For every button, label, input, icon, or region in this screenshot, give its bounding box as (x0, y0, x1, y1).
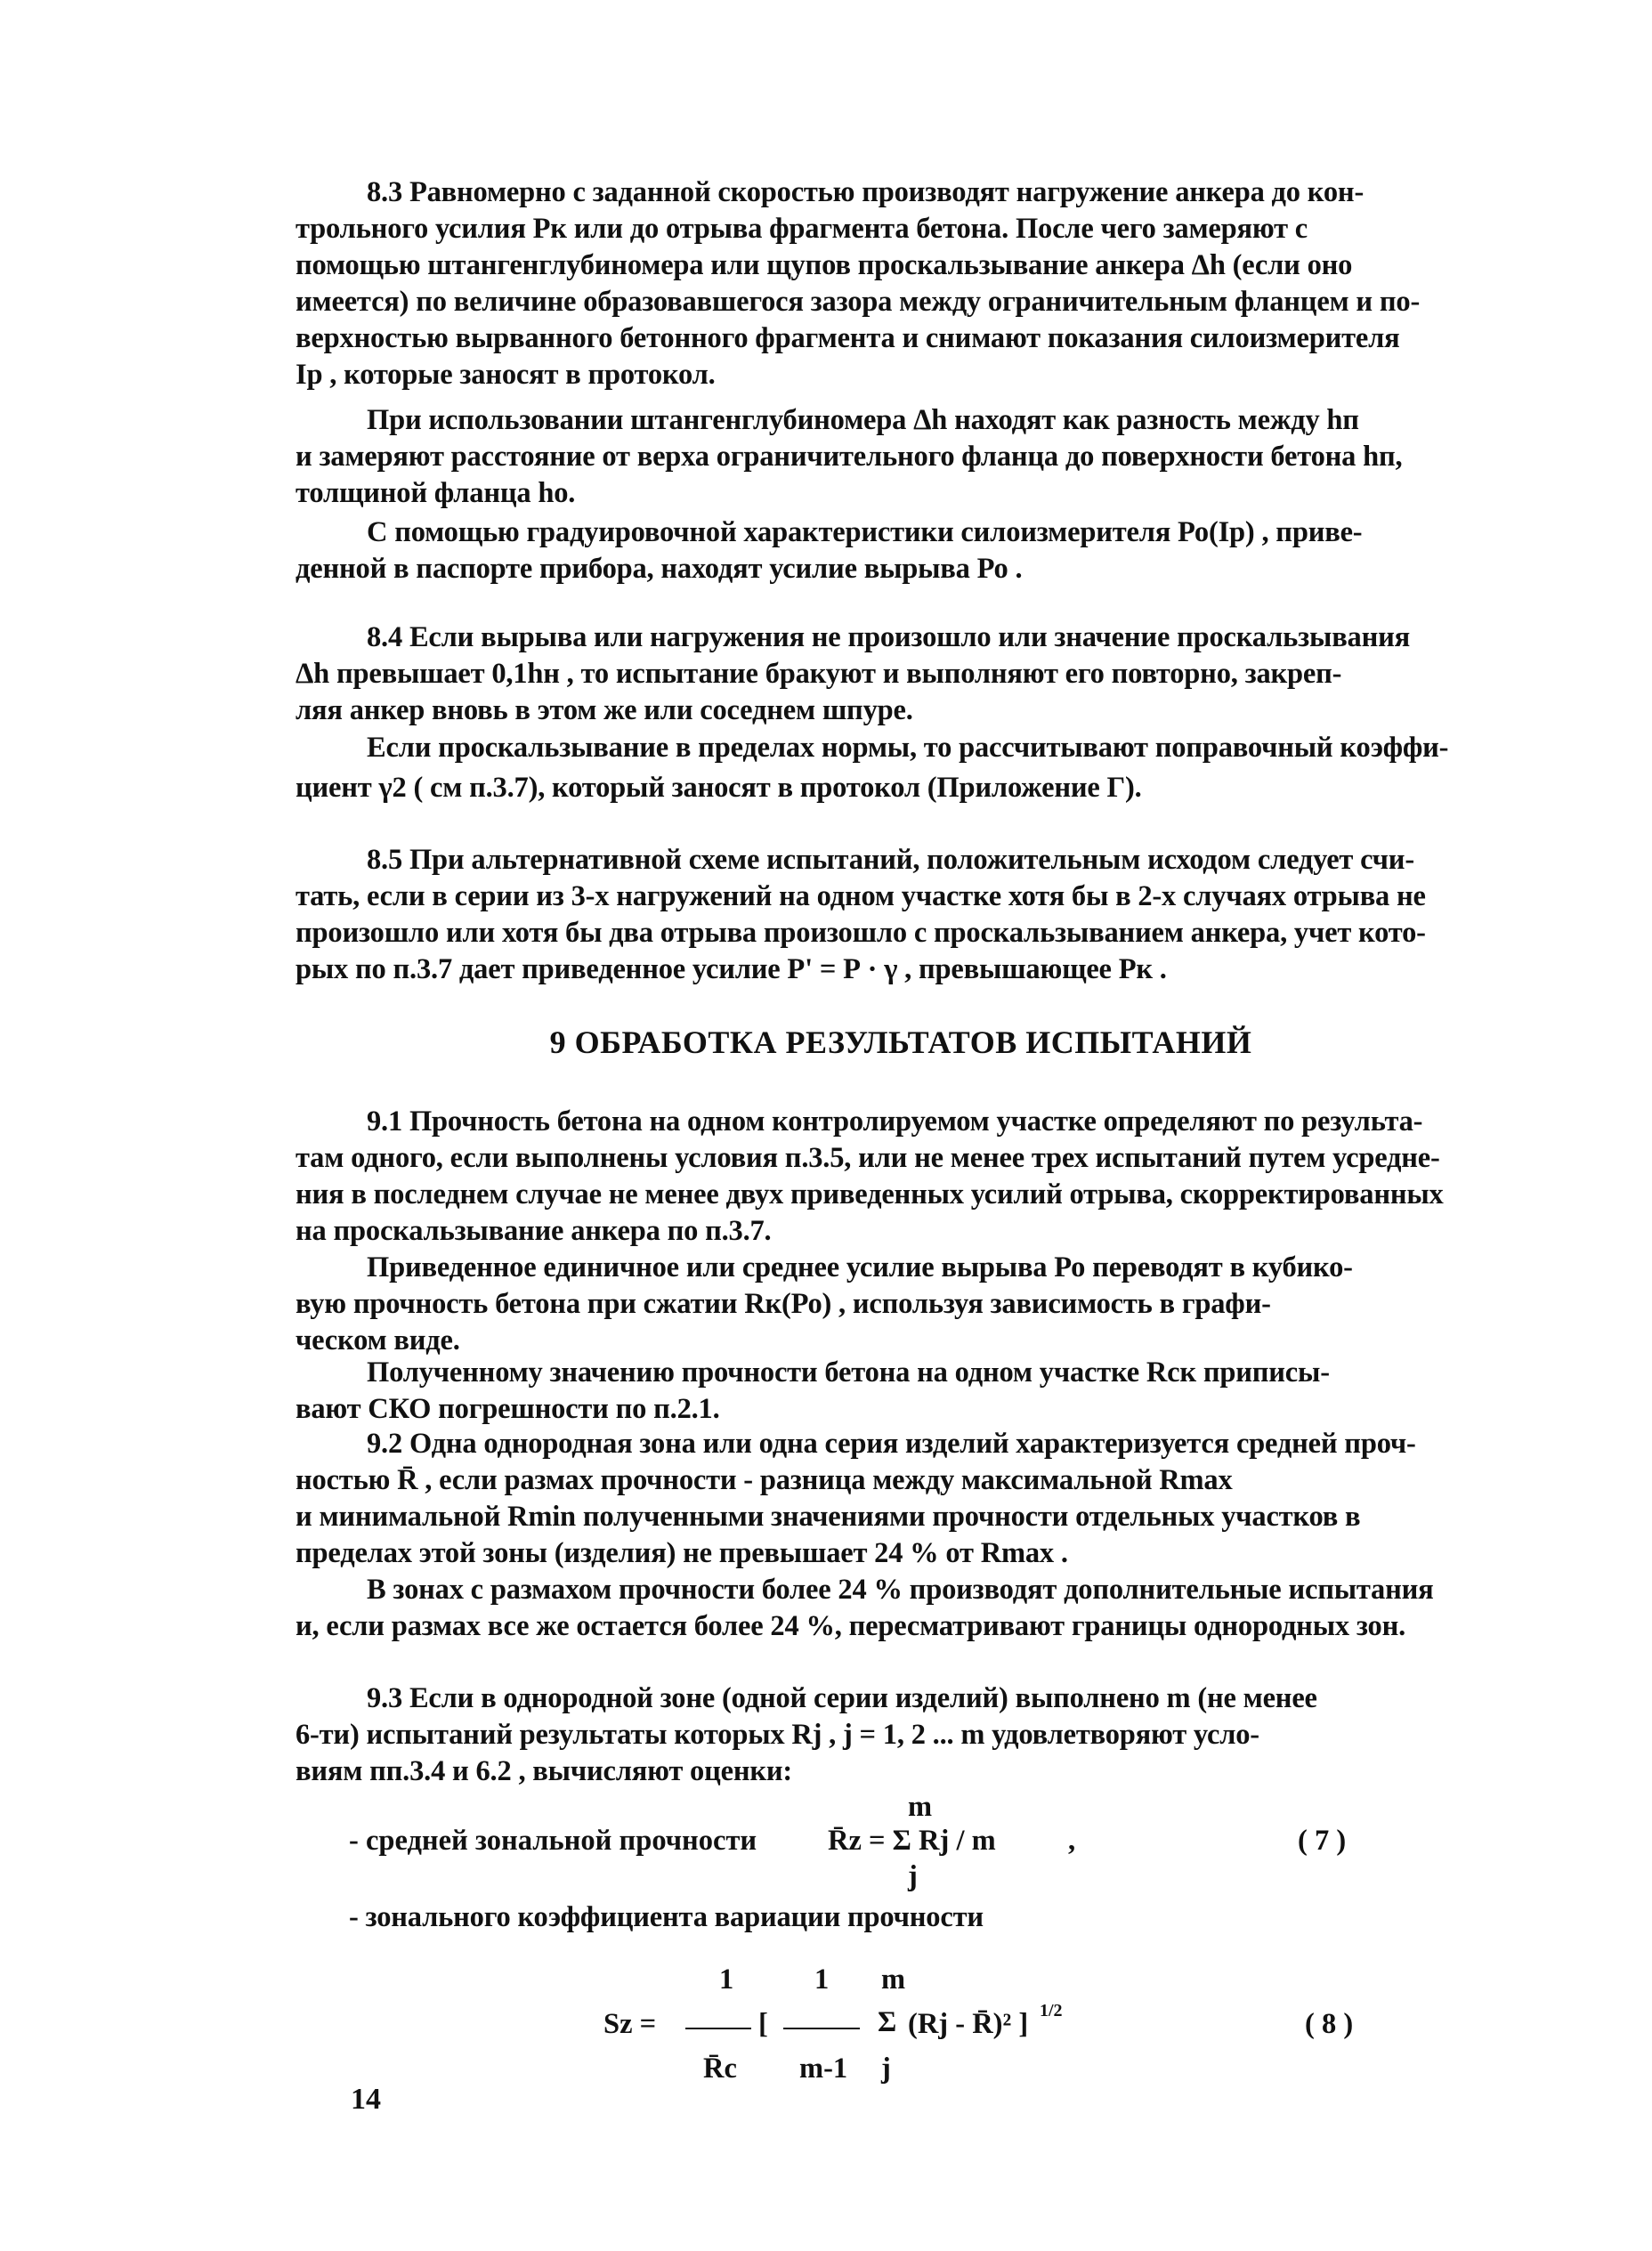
text-line: 9.1 Прочность бетона на одном контролируемом участке определяют по результа- (367, 1105, 1423, 1138)
formula-7-expression: R̄z = Σ Rj / m (828, 1825, 996, 1857)
formula-7-number: ( 7 ) (1298, 1825, 1347, 1857)
formula-8-num1: 1 (719, 1964, 734, 1996)
text-line: пределах этой зоны (изделия) не превышает 24 % от Rmax . (296, 1537, 1068, 1569)
text-line: Если проскальзывание в пределах нормы, то рассчитывают поправочный коэффи- (367, 732, 1449, 764)
text-line: - зонального коэффициента вариации прочности (349, 1901, 984, 1933)
formula-8-sum: Σ (878, 2006, 897, 2038)
formula-8-sum-top: m (881, 1964, 906, 1996)
formula-7-comma: , (1068, 1825, 1076, 1857)
text-line: тать, если в серии из 3-х нагружений на одном участке хотя бы в 2-х случаях отрыва не (296, 880, 1426, 912)
text-line: рых по п.3.7 дает приведенное усилие Р' = Р · γ , превышающее Рк . (296, 953, 1167, 985)
text-line: и минимальной Rmin полученными значениями прочности отдельных участков в (296, 1501, 1361, 1533)
formula-7-sum-top: m (908, 1791, 933, 1823)
text-line: и, если размах все же остается более 24 %, пересматривают границы однородных зон. (296, 1610, 1406, 1642)
text-line: ляя анкер вновь в этом же или соседнем шпуре. (296, 694, 913, 726)
text-line: Приведенное единичное или среднее усилие вырыва Ро переводят в кубико- (367, 1251, 1353, 1283)
text-line: В зонах с размахом прочности более 24 % производят дополнительные испытания (367, 1574, 1434, 1606)
text-line: 9.3 Если в однородной зоне (одной серии изделий) выполнено m (не менее (367, 1682, 1317, 1714)
text-line: 8.3 Равномерно с заданной скоростью производят нагружение анкера до кон- (367, 176, 1365, 208)
text-line: помощью штангенглубиномера или щупов проскальзывание анкера Δh (если оно (296, 249, 1353, 281)
section-heading: 9 ОБРАБОТКА РЕЗУЛЬТАТОВ ИСПЫТАНИЙ (549, 1024, 1252, 1060)
text-line: Δh превышает 0,1hн , то испытание бракуют и выполняют его повторно, закреп- (296, 658, 1342, 690)
text-line: верхностью вырванного бетонного фрагмента и снимают показания силоизмерителя (296, 322, 1400, 354)
text-line: ческом виде. (296, 1324, 460, 1356)
formula-8-power: 1/2 (1040, 2001, 1063, 2020)
text-line: денной в паспорте прибора, находят усилие вырыва Ро . (296, 553, 1023, 585)
formula-8-num2: 1 (814, 1964, 830, 1996)
formula-8-sum-bottom: j (881, 2053, 891, 2085)
text-line: циент γ2 ( см п.3.7), который заносят в протокол (Приложение Г). (296, 772, 1142, 804)
text-line: трольного усилия Рк или до отрыва фрагмента бетона. После чего замеряют с (296, 213, 1308, 245)
formula-7-sum-bottom: j (908, 1860, 918, 1892)
formula-8-bracket: [ (758, 2008, 768, 2040)
formula-8-den2: m-1 (799, 2053, 848, 2085)
formula-8-expression: (Rj - R̄)² ] (908, 2008, 1029, 2040)
text-line: вую прочность бетона при сжатии Rк(Ро) , используя зависимость в графи- (296, 1288, 1271, 1320)
text-line: виям пп.3.4 и 6.2 , вычисляют оценки: (296, 1755, 793, 1787)
fraction-bar (783, 2028, 860, 2029)
text-line: Iр , которые заносят в протокол. (296, 359, 716, 391)
formula-8-number: ( 8 ) (1305, 2008, 1354, 2040)
text-line: вают СКО погрешности по п.2.1. (296, 1393, 720, 1425)
text-line: Полученному значению прочности бетона на одном участке Rск приписы- (367, 1356, 1330, 1389)
text-line: 6-ти) испытаний результаты которых Rj , j = 1, 2 ... m удовлетворяют усло- (296, 1719, 1259, 1751)
text-line: 8.4 Если вырыва или нагружения не произошло или значение проскальзывания (367, 621, 1411, 653)
text-line: ния в последнем случае не менее двух приведенных усилий отрыва, скорректированных (296, 1178, 1444, 1211)
text-line: С помощью градуировочной характеристики силоизмерителя Ро(Iр) , приве- (367, 516, 1363, 548)
text-line: толщиной фланца hо. (296, 477, 576, 509)
text-line: произошло или хотя бы два отрыва произошло с проскальзыванием анкера, учет кото- (296, 917, 1426, 949)
text-line: и замеряют расстояние от верха ограничительного фланца до поверхности бетона hп, (296, 441, 1403, 473)
text-line: ностью R̄ , если размах прочности - разница между максимальной Rmax (296, 1464, 1233, 1496)
formula-7-label: - средней зональной прочности (349, 1825, 757, 1857)
text-line: на проскальзывание анкера по п.3.7. (296, 1215, 772, 1247)
fraction-bar (685, 2028, 751, 2029)
formula-8-den1: R̄c (703, 2053, 737, 2085)
text-line: там одного, если выполнены условия п.3.5, или не менее трех испытаний путем усредне- (296, 1142, 1440, 1174)
text-line: При использовании штангенглубиномера Δh находят как разность между hп (367, 404, 1359, 436)
text-line: 8.5 При альтернативной схеме испытаний, положительным исходом следует счи- (367, 844, 1414, 876)
page-number: 14 (351, 2083, 381, 2116)
text-line: имеется) по величине образовавшегося зазора между ограничительным фланцем и по- (296, 286, 1421, 318)
formula-8-lhs: Sz = (603, 2008, 657, 2040)
text-line: 9.2 Одна однородная зона или одна серия изделий характеризуется средней проч- (367, 1428, 1416, 1460)
